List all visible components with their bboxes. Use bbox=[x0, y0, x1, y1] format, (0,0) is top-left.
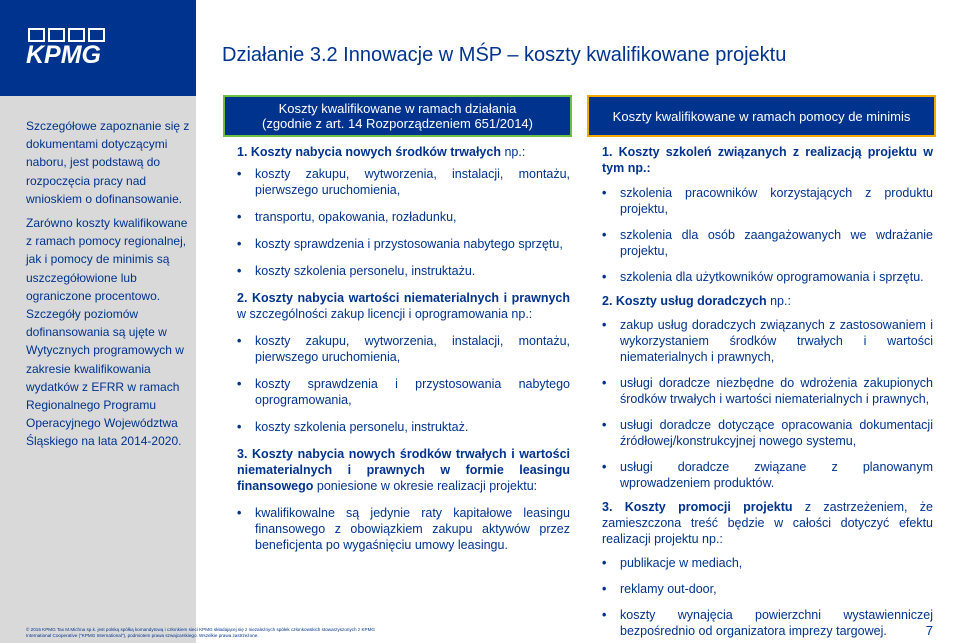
list-item: • usługi doradcze związane z planowanym wprowadzeniem produktów. bbox=[602, 459, 933, 491]
list-item: • usługi doradcze dotyczące opracowania dokumentacji źródłowej/konstrukcyjnej nowego systemu, bbox=[602, 417, 933, 449]
list-item: • szkolenia dla osób zaangażowanych we wdrażanie projektu, bbox=[602, 227, 933, 259]
left-box-header bbox=[223, 95, 572, 137]
footer-line-1: © 2015 KPMG Tax M.Michna sp.k. jest polską spółką komandytową i członkiem sieci KPMG składającej się z niezależnych spółek członkowskich stowarzyszonych z KPMG bbox=[26, 627, 375, 632]
list-item: • reklamy out-door, bbox=[602, 581, 933, 597]
copyright-footer bbox=[26, 627, 426, 638]
list-item: • koszty sprawdzenia i przystosowania nabytego oprogramowania, bbox=[237, 376, 570, 408]
list-item: • szkolenia pracowników korzystających z produktu projektu, bbox=[602, 185, 933, 217]
left-section-2-title: 2. Koszty nabycia wartości niematerialnych i prawnych w szczególności zakup licencji i oprogramowania np.: bbox=[237, 291, 570, 321]
list-item: • kwalifikowalne są jedynie raty kapitałowe leasingu finansowego z obowiązkiem zakupu aktywów przez beneficjenta po wygaśnięciu umowy leasingu. bbox=[237, 505, 570, 553]
right-section-1-title: 1. Koszty szkoleń związanych z realizacją projektu w tym np.: bbox=[602, 145, 933, 175]
left-header-line-2: (zgodnie z art. 14 Rozporządzeniem 651/2014) bbox=[262, 116, 533, 131]
right-section-2-title: 2. Koszty usług doradczych np.: bbox=[602, 294, 791, 308]
footer-line-2: International Cooperative ("KPMG International"), podmiotem prawa szwajcarskiego. Wszelkie prawa zastrzeżone. bbox=[26, 632, 259, 638]
sidebar-paragraph-2: Zarówno koszty kwalifikowane z ramach pomocy regionalnej, jak i pomocy de minimis są uszczegółowione lub ograniczone procentowo. Szczegóły poziomów dofinansowania są ujęte w Wytycznych programowych w zakresie kwalifikowania wydatków z EFRR w ramach Regionalnego Programu Operacyjnego Województwa Śląskiego na lata 2014-2020. bbox=[26, 216, 188, 449]
list-item: • koszty szkolenia personelu, instruktaż. bbox=[237, 419, 570, 435]
left-column bbox=[237, 142, 570, 553]
right-section-2-list bbox=[602, 317, 933, 491]
list-item: • publikacje w mediach, bbox=[602, 555, 933, 571]
right-box-header: Koszty kwalifikowane w ramach pomocy de minimis bbox=[587, 95, 936, 137]
right-section-3-list bbox=[602, 555, 933, 639]
page-number: 7 bbox=[925, 623, 933, 638]
left-section-3-list bbox=[237, 505, 570, 553]
kpmg-logo-boxes bbox=[28, 28, 105, 42]
kpmg-logo-word: KPMG bbox=[26, 41, 101, 69]
list-item: • koszty sprawdzenia i przystosowania nabytego sprzętu, bbox=[237, 236, 570, 252]
list-item: • transportu, opakowania, rozładunku, bbox=[237, 209, 570, 225]
sidebar-text bbox=[26, 117, 191, 451]
sidebar bbox=[0, 0, 196, 643]
list-item: • koszty zakupu, wytworzenia, instalacji, montażu, pierwszego uruchomienia, bbox=[237, 166, 570, 198]
left-section-1-list bbox=[237, 166, 570, 279]
left-section-1-title: 1. Koszty nabycia nowych środków trwałych np.: bbox=[237, 145, 526, 159]
page-title: Działanie 3.2 Innowacje w MŚP – koszty kwalifikowane projektu bbox=[222, 44, 787, 66]
list-item: • koszty szkolenia personelu, instruktażu. bbox=[237, 263, 570, 279]
list-item: • zakup usług doradczych związanych z zastosowaniem i wykorzystaniem środków trwałych i wartości niematerialnych i prawnych, bbox=[602, 317, 933, 365]
left-section-3-title: 3. Koszty nabycia nowych środków trwałych i wartości niematerialnych i prawnych w formie leasingu finansowego poniesione w okresie realizacji projektu: bbox=[237, 447, 570, 493]
list-item: • usługi doradcze niezbędne do wdrożenia zakupionych środków trwałych i wartości niematerialnych i prawnych, bbox=[602, 375, 933, 407]
list-item: • koszty wynajęcia powierzchni wystawienniczej bezpośrednio od organizatora imprezy targowej. bbox=[602, 607, 933, 639]
right-section-1-list bbox=[602, 185, 933, 285]
kpmg-logo bbox=[0, 0, 196, 96]
sidebar-paragraph-1: Szczegółowe zapoznanie się z dokumentami dotyczącymi naboru, jest podstawą do rozpoczęcia pracy nad wnioskiem o dofinansowanie. bbox=[26, 119, 190, 206]
left-section-2-list bbox=[237, 333, 570, 435]
right-column bbox=[602, 142, 933, 639]
right-section-3-title: 3. Koszty promocji projektu z zastrzeżeniem, że zamieszczona treść będzie w całości dotyczyć efektu realizacji projektu np.: bbox=[602, 500, 933, 546]
list-item: • szkolenia dla użytkowników oprogramowania i sprzętu. bbox=[602, 269, 933, 285]
left-header-line-1: Koszty kwalifikowane w ramach działania bbox=[278, 101, 517, 116]
list-item: • koszty zakupu, wytworzenia, instalacji, montażu, pierwszego uruchomienia, bbox=[237, 333, 570, 365]
